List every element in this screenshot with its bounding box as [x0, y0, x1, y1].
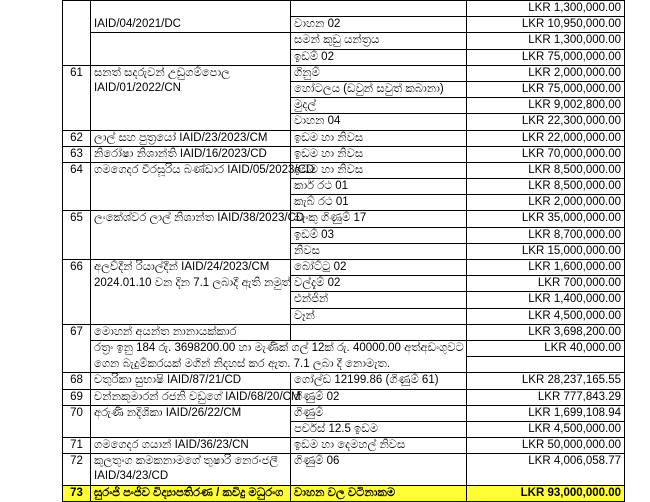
asset-description: වාහන 02 — [291, 17, 467, 33]
asset-description: ගිණුම් 02 — [291, 389, 467, 405]
respondent-name — [91, 49, 291, 65]
asset-value: LKR 75,000,000.00 — [467, 81, 625, 97]
respondent-name: නිරෝෂා නිශාන්ති IAID/16/2023/CD — [91, 146, 291, 162]
asset-description: ගෝල්ඩ 12199.86 (ගිණුම් 61) — [291, 373, 467, 389]
respondent-name: සුරංජි පංජිව විද්‍යාපතිරණ / කවිදු මධුරංග — [91, 485, 291, 501]
table-row — [63, 324, 625, 340]
asset-value — [467, 469, 625, 485]
asset-value: LKR 70,000,000.00 — [467, 146, 625, 162]
asset-description: සමන් කුඩු යන්ත්‍රය — [291, 33, 467, 49]
table-row — [63, 211, 625, 227]
respondent-name: සනත් සදරුවන් උඩුගම්පොල — [91, 65, 291, 81]
row-number: 66 — [63, 260, 91, 276]
asset-description: ඉඩම හා නිවස — [291, 146, 467, 162]
respondent-name: ලංකේශ්වර ලාල් නිශාන්ත IAID/38/2023/CD — [91, 211, 291, 227]
row-number — [63, 243, 91, 259]
table-row — [63, 195, 625, 211]
row-number — [63, 81, 91, 97]
row-number — [63, 1, 91, 17]
asset-description: මුදල් — [291, 98, 467, 114]
table-row — [63, 405, 625, 421]
respondent-name: අරුණි නදිශිකා IAID/26/22/CM — [91, 405, 291, 421]
respondent-name: අලව්දීන් රියාල්දීන් IAID/24/2023/CM — [91, 260, 291, 276]
asset-description: ඉඩම් 02 — [291, 49, 467, 65]
asset-description: ගිනුම් — [291, 65, 467, 81]
asset-description — [291, 324, 467, 340]
table-row — [63, 98, 625, 114]
table-row — [63, 421, 625, 437]
table-row — [63, 114, 625, 130]
table-row — [63, 373, 625, 389]
respondent-name — [91, 98, 291, 114]
table-row — [63, 243, 625, 259]
asset-value: LKR 4,500,000.00 — [467, 308, 625, 324]
table-row — [63, 227, 625, 243]
table-row — [63, 469, 625, 485]
asset-description: ඉඩම හා නිවස — [291, 130, 467, 146]
asset-value: LKR 1,699,108.94 — [467, 405, 625, 421]
asset-value: LKR 1,600,000.00 — [467, 260, 625, 276]
row-number: 70 — [63, 405, 91, 421]
asset-value: LKR 2,000,000.00 — [467, 195, 625, 211]
row-number — [63, 179, 91, 195]
table-row — [63, 146, 625, 162]
respondent-name — [91, 292, 291, 308]
asset-description: වාහන 04 — [291, 114, 467, 130]
row-number: 62 — [63, 130, 91, 146]
respondent-name — [91, 243, 291, 259]
row-number — [63, 195, 91, 211]
asset-value: LKR 4,500,000.00 — [467, 421, 625, 437]
row-number — [63, 276, 91, 292]
respondent-name: චන්නකුමාරන් රජනි චඩුගේ IAID/68/20/CM — [91, 389, 291, 405]
asset-description: කාර් රථ 01 — [291, 179, 467, 195]
asset-value: LKR 93,000,000.00 — [467, 485, 625, 501]
row-number: 65 — [63, 211, 91, 227]
respondent-name: IAID/04/2021/DC — [91, 17, 291, 33]
asset-table — [62, 0, 625, 502]
asset-value: LKR 22,000,000.00 — [467, 130, 625, 146]
table-row — [63, 438, 625, 454]
asset-value: LKR 75,000,000.00 — [467, 49, 625, 65]
asset-description: වෑන් — [291, 308, 467, 324]
respondent-case-id: IAID/34/23/CD — [91, 469, 291, 485]
respondent-name: ගමගෙදර ගයාන් IAID/36/23/CN — [91, 438, 291, 454]
table-row — [63, 49, 625, 65]
respondent-name — [91, 33, 291, 49]
row-number: 73 — [63, 485, 91, 501]
table-row-highlighted — [63, 485, 625, 501]
asset-description: ඉඩම් 03 — [291, 227, 467, 243]
row-number — [63, 114, 91, 130]
respondent-name — [91, 421, 291, 437]
respondent-name — [91, 114, 291, 130]
respondent-name — [91, 308, 291, 324]
asset-value: LKR 15,000,000.00 — [467, 243, 625, 259]
asset-value: LKR 10,950,000.00 — [467, 17, 625, 33]
asset-description: වාහන වල වටිනාකම — [291, 485, 467, 501]
asset-value: LKR 8,500,000.00 — [467, 179, 625, 195]
table-row — [63, 292, 625, 308]
respondent-name — [91, 179, 291, 195]
asset-description: ගිණුම් — [291, 405, 467, 421]
asset-value: LKR 1,300,000.00 — [467, 33, 625, 49]
asset-value — [467, 357, 625, 373]
asset-value: LKR 1,400,000.00 — [467, 292, 625, 308]
row-number: 68 — [63, 373, 91, 389]
row-number — [63, 308, 91, 324]
table-row — [63, 81, 625, 97]
row-number — [63, 98, 91, 114]
row-number: 72 — [63, 454, 91, 470]
table-row — [63, 179, 625, 195]
row-number: 71 — [63, 438, 91, 454]
asset-value: LKR 22,300,000.00 — [467, 114, 625, 130]
respondent-name: චතුරිකා සුභාෂි IAID/87/21/CD — [91, 373, 291, 389]
asset-value: LKR 777,843.29 — [467, 389, 625, 405]
asset-description: ඉඩම හා දෙමහල් නිවස — [291, 438, 467, 454]
row-number: 67 — [63, 324, 91, 340]
table-row — [63, 340, 625, 356]
table-row — [63, 276, 625, 292]
asset-description — [291, 1, 467, 17]
respondent-name: ලාල් සහ පුත්‍රයෝ IAID/23/2023/CM — [91, 130, 291, 146]
row-number — [63, 292, 91, 308]
table-row — [63, 33, 625, 49]
respondent-name — [91, 1, 291, 17]
table-row — [63, 17, 625, 33]
asset-value: LKR 2,000,000.00 — [467, 65, 625, 81]
asset-description: බැංකු ගිණුම් 17 — [291, 211, 467, 227]
asset-value: LKR 8,500,000.00 — [467, 162, 625, 178]
asset-description: පර්චස් 12.5 ඉඩම — [291, 421, 467, 437]
asset-value: LKR 700,000.00 — [467, 276, 625, 292]
seizure-note-line-1: රත්‍රං ඉනු 184 රු. 3698200.00 හා මැණික් ගල් 12ක් රු. 40000.00 අත්අඩංගුවට — [91, 340, 467, 356]
respondent-name: මොහන් අයන්ත නානායක්කාර — [91, 324, 291, 340]
table-row — [63, 162, 625, 178]
asset-value: LKR 50,000,000.00 — [467, 438, 625, 454]
row-number: 63 — [63, 146, 91, 162]
asset-value: LKR 40,000.00 — [467, 340, 625, 356]
asset-value: LKR 35,000,000.00 — [467, 211, 625, 227]
asset-description: ගිණුම් 06 — [291, 454, 467, 470]
table-row — [63, 454, 625, 470]
respondent-name — [91, 227, 291, 243]
asset-value: LKR 9,002,800.00 — [467, 98, 625, 114]
row-number: 69 — [63, 389, 91, 405]
row-number — [63, 340, 91, 356]
asset-value: LKR 1,300,000.00 — [467, 1, 625, 17]
asset-value: LKR 4,006,058.77 — [467, 454, 625, 470]
asset-description: එන්ජින් — [291, 292, 467, 308]
row-number — [63, 469, 91, 485]
respondent-name — [91, 195, 291, 211]
table-row — [63, 260, 625, 276]
asset-description — [291, 469, 467, 485]
table-row — [63, 65, 625, 81]
row-number: 61 — [63, 65, 91, 81]
asset-description: නිවස — [291, 243, 467, 259]
table-row — [63, 357, 625, 373]
asset-description: බෝට්ටු 02 — [291, 260, 467, 276]
row-number — [63, 49, 91, 65]
row-number — [63, 17, 91, 33]
row-number — [63, 33, 91, 49]
asset-value: LKR 8,700,000.00 — [467, 227, 625, 243]
table-row — [63, 130, 625, 146]
seizure-note-line-2: ගෙන බැදුම්කරයක් මගින් නිදහස් කර ඇත. 7.1 ලබා දී නොමැත. — [91, 357, 467, 373]
table-row — [63, 389, 625, 405]
asset-description: ඉඩම හා නිවස — [291, 162, 467, 178]
row-number — [63, 357, 91, 373]
asset-value: LKR 28,237,165.55 — [467, 373, 625, 389]
asset-description: කැබ් රථ 01 — [291, 195, 467, 211]
asset-value: LKR 3,698,200.00 — [467, 324, 625, 340]
asset-description: වල්දැම් 02 — [291, 276, 467, 292]
respondent-name: කුලතුංග කමකනාමගේ තුෂාරි නෙරංජලී — [91, 454, 291, 470]
row-number — [63, 421, 91, 437]
row-number — [63, 227, 91, 243]
respondent-name: 2024.01.10 වන දින 7.1 ලබාදී ඇති නමුත් — [91, 276, 291, 292]
table-row — [63, 308, 625, 324]
respondent-name: IAID/01/2022/CN — [91, 81, 291, 97]
asset-description: හෝටලය (ඩවුන් සවුත් කබානා) — [291, 81, 467, 97]
row-number: 64 — [63, 162, 91, 178]
table-row — [63, 1, 625, 17]
respondent-name: ගමගෙදර වීරසූරිය බණ්ඩාර IAID/05/2023/CD — [91, 162, 291, 178]
